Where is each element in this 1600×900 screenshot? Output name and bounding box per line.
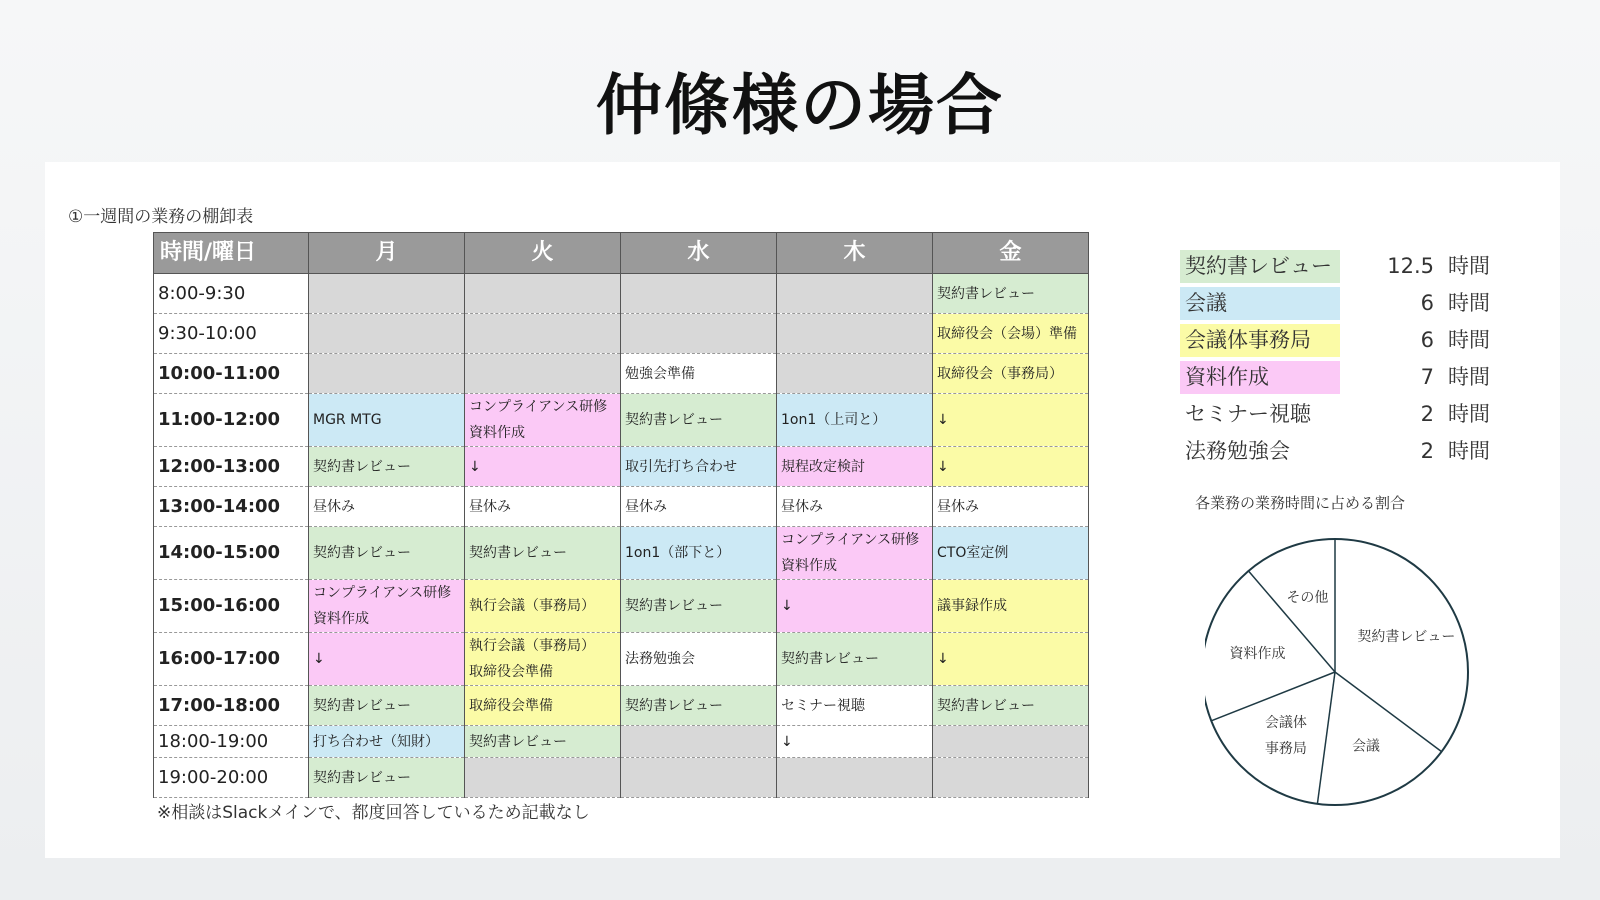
pie-slice-label-line: 会議体 — [1264, 714, 1307, 731]
cell-text: 契約書レビュー — [625, 412, 723, 428]
cell-text: ↓ — [937, 651, 949, 667]
table-row — [154, 354, 1089, 394]
cell-text: 取締役会（会場）準備 — [937, 325, 1077, 342]
legend-item — [1180, 287, 1490, 324]
schedule-cell — [309, 487, 465, 527]
table-row — [154, 527, 1089, 580]
header-wed: 水 — [621, 233, 777, 274]
table-row — [154, 758, 1089, 798]
schedule-cell — [465, 686, 621, 726]
schedule-cell — [777, 354, 933, 394]
cell-text: 取締役会準備 — [469, 697, 553, 714]
time-cell: 14:00-15:00 — [154, 527, 309, 580]
legend-label: 会議 — [1180, 287, 1340, 320]
pie-slice-label — [1352, 739, 1380, 755]
cell-text: 1on1（上司と） — [781, 412, 887, 428]
legend-item — [1180, 361, 1490, 398]
time-cell: 11:00-12:00 — [154, 394, 309, 447]
legend-unit: 時間 — [1448, 402, 1490, 426]
schedule-cell — [465, 633, 621, 686]
schedule-cell — [777, 447, 933, 487]
legend-item — [1180, 324, 1490, 361]
cell-text: 契約書レビュー — [625, 598, 723, 614]
legend-hours: 6 — [1420, 328, 1434, 352]
header-time: 時間/曜日 — [154, 233, 309, 274]
cell-text: 打ち合わせ（知財） — [313, 733, 439, 750]
schedule-cell — [309, 633, 465, 686]
legend-unit: 時間 — [1448, 254, 1490, 278]
pie-caption: 各業務の業務時間に占める割合 — [1195, 494, 1406, 512]
hours-legend — [1180, 250, 1490, 472]
schedule-cell — [933, 633, 1089, 686]
schedule-cell — [309, 447, 465, 487]
cell-text: 1on1（部下と） — [625, 545, 731, 561]
time-cell: 16:00-17:00 — [154, 633, 309, 686]
schedule-cell — [933, 394, 1089, 447]
schedule-cell — [933, 447, 1089, 487]
time-cell: 17:00-18:00 — [154, 686, 309, 726]
schedule-cell — [777, 726, 933, 758]
schedule-cell — [465, 580, 621, 633]
time-cell: 18:00-19:00 — [154, 726, 309, 758]
schedule-cell — [621, 527, 777, 580]
schedule-cell — [621, 580, 777, 633]
time-cell: 15:00-16:00 — [154, 580, 309, 633]
legend-hours: 2 — [1420, 402, 1434, 426]
schedule-cell — [309, 580, 465, 633]
footnote: ※相談はSlackメインで、都度回答しているため記載なし — [157, 803, 590, 823]
cell-text: ↓ — [469, 458, 481, 475]
legend-label: 法務勉強会 — [1185, 439, 1290, 463]
schedule-cell — [777, 633, 933, 686]
legend-item — [1180, 435, 1490, 472]
schedule-cell — [309, 354, 465, 394]
page-title: 仲條様の場合 — [596, 67, 1004, 144]
legend-item — [1180, 398, 1490, 435]
time-cell: 9:30-10:00 — [154, 314, 309, 354]
schedule-cell — [777, 527, 933, 580]
schedule-cell — [777, 314, 933, 354]
cell-text: コンプライアンス研修 — [781, 532, 920, 548]
cell-text: 資料作成 — [313, 611, 369, 627]
legend-label: セミナー視聴 — [1185, 402, 1311, 426]
cell-text: 昼休み — [469, 498, 511, 515]
schedule-body — [154, 274, 1089, 798]
cell-text: 資料作成 — [781, 558, 837, 574]
schedule-table — [153, 232, 1089, 798]
schedule-cell — [777, 758, 933, 798]
legend-unit: 時間 — [1448, 291, 1490, 315]
cell-text: 昼休み — [313, 498, 355, 515]
time-cell: 12:00-13:00 — [154, 447, 309, 487]
schedule-cell — [309, 394, 465, 447]
cell-text: 取締役会準備 — [469, 664, 553, 680]
cell-text: 執行会議（事務局） — [469, 638, 595, 654]
pie-slice-label — [1286, 590, 1328, 606]
schedule-cell — [621, 487, 777, 527]
cell-text: コンプライアンス研修 — [313, 585, 452, 601]
cell-text: 取締役会（事務局） — [937, 365, 1063, 382]
legend-unit: 時間 — [1448, 365, 1490, 389]
cell-text: 昼休み — [625, 498, 667, 515]
schedule-cell — [777, 394, 933, 447]
cell-text: 規程改定検討 — [781, 458, 865, 475]
pie-slice-label-line: 会議 — [1351, 738, 1380, 755]
table-row — [154, 394, 1089, 447]
schedule-cell — [933, 314, 1089, 354]
schedule-cell — [777, 580, 933, 633]
legend-unit: 時間 — [1448, 328, 1490, 352]
table-row — [154, 314, 1089, 354]
pie-slice-label-line: 事務局 — [1264, 740, 1307, 757]
pie-slice-label-line: その他 — [1286, 590, 1329, 607]
schedule-cell — [621, 633, 777, 686]
cell-text: 勉強会準備 — [625, 365, 695, 382]
cell-text: ↓ — [937, 412, 949, 428]
cell-text: 議事録作成 — [937, 598, 1007, 614]
schedule-cell — [465, 726, 621, 758]
schedule-cell — [933, 274, 1089, 314]
cell-text: 契約書レビュー — [469, 733, 567, 750]
schedule-cell — [933, 726, 1089, 758]
legend-hours: 6 — [1420, 291, 1434, 315]
legend-hours: 2 — [1420, 439, 1434, 463]
schedule-cell — [309, 758, 465, 798]
cell-text: 契約書レビュー — [937, 285, 1035, 302]
cell-text: 昼休み — [781, 498, 823, 515]
schedule-cell — [465, 758, 621, 798]
schedule-cell — [309, 314, 465, 354]
schedule-cell — [777, 686, 933, 726]
cell-text: ↓ — [937, 458, 949, 475]
schedule-cell — [621, 686, 777, 726]
schedule-cell — [309, 686, 465, 726]
schedule-cell — [621, 314, 777, 354]
schedule-cell — [465, 274, 621, 314]
schedule-cell — [465, 394, 621, 447]
schedule-cell — [933, 354, 1089, 394]
cell-text: 昼休み — [937, 498, 979, 515]
cell-text: CTO室定例 — [937, 545, 1009, 561]
legend-label: 会議体事務局 — [1180, 324, 1340, 357]
schedule-cell — [465, 354, 621, 394]
pie-chart — [1205, 532, 1485, 812]
content-panel — [45, 162, 1560, 858]
schedule-cell — [621, 758, 777, 798]
cell-text: 執行会議（事務局） — [469, 598, 595, 614]
legend-label: 資料作成 — [1180, 361, 1340, 394]
pie-slice-label — [1357, 628, 1455, 645]
header-fri: 金 — [933, 233, 1089, 274]
schedule-cell — [465, 314, 621, 354]
schedule-cell — [933, 758, 1089, 798]
time-cell: 10:00-11:00 — [154, 354, 309, 394]
schedule-cell — [309, 726, 465, 758]
header-tue: 火 — [465, 233, 621, 274]
schedule-cell — [933, 686, 1089, 726]
section-label: ①一週間の業務の棚卸表 — [68, 207, 254, 227]
cell-text: 契約書レビュー — [625, 697, 723, 714]
cell-text: セミナー視聴 — [781, 697, 865, 714]
schedule-cell — [621, 394, 777, 447]
cell-text: ↓ — [781, 733, 793, 750]
schedule-cell — [777, 274, 933, 314]
cell-text: 取引先打ち合わせ — [625, 458, 737, 475]
cell-text: 契約書レビュー — [781, 651, 879, 667]
schedule-cell — [465, 447, 621, 487]
cell-text: コンプライアンス研修 — [469, 399, 608, 415]
cell-text: 契約書レビュー — [313, 545, 411, 561]
table-row — [154, 580, 1089, 633]
pie-slice-label — [1230, 645, 1286, 662]
table-header-row — [154, 233, 1089, 274]
table-row — [154, 487, 1089, 527]
cell-text: 契約書レビュー — [313, 769, 411, 786]
legend-hours: 7 — [1420, 365, 1434, 389]
time-cell: 13:00-14:00 — [154, 487, 309, 527]
cell-text: MGR MTG — [313, 412, 382, 428]
table-row — [154, 633, 1089, 686]
cell-text: 契約書レビュー — [313, 458, 411, 475]
legend-label: 契約書レビュー — [1180, 250, 1340, 283]
cell-text: 法務勉強会 — [625, 651, 695, 667]
table-row — [154, 274, 1089, 314]
time-cell: 8:00-9:30 — [154, 274, 309, 314]
table-row — [154, 686, 1089, 726]
schedule-cell — [621, 354, 777, 394]
schedule-cell — [621, 447, 777, 487]
legend-unit: 時間 — [1448, 439, 1490, 463]
schedule-cell — [465, 487, 621, 527]
cell-text: 契約書レビュー — [937, 697, 1035, 714]
schedule-cell — [933, 527, 1089, 580]
legend-hours: 12.5 — [1387, 254, 1434, 278]
cell-text: 契約書レビュー — [469, 545, 567, 561]
schedule-cell — [621, 726, 777, 758]
table-row — [154, 726, 1089, 758]
schedule-cell — [309, 274, 465, 314]
pie-outline — [1205, 539, 1468, 805]
schedule-cell — [933, 580, 1089, 633]
table-row — [154, 447, 1089, 487]
schedule-cell — [309, 527, 465, 580]
cell-text: ↓ — [313, 651, 325, 667]
header-mon: 月 — [309, 233, 465, 274]
header-thu: 木 — [777, 233, 933, 274]
schedule-cell — [933, 487, 1089, 527]
schedule-cell — [465, 527, 621, 580]
schedule-cell — [777, 487, 933, 527]
legend-item — [1180, 250, 1490, 287]
time-cell: 19:00-20:00 — [154, 758, 309, 798]
pie-slice-label-line: 契約書レビュー — [1357, 629, 1456, 646]
schedule-cell — [621, 274, 777, 314]
pie-slice-label-line: 資料作成 — [1229, 645, 1286, 662]
cell-text: 契約書レビュー — [313, 697, 411, 714]
cell-text: 資料作成 — [469, 425, 525, 441]
cell-text: ↓ — [781, 598, 793, 614]
